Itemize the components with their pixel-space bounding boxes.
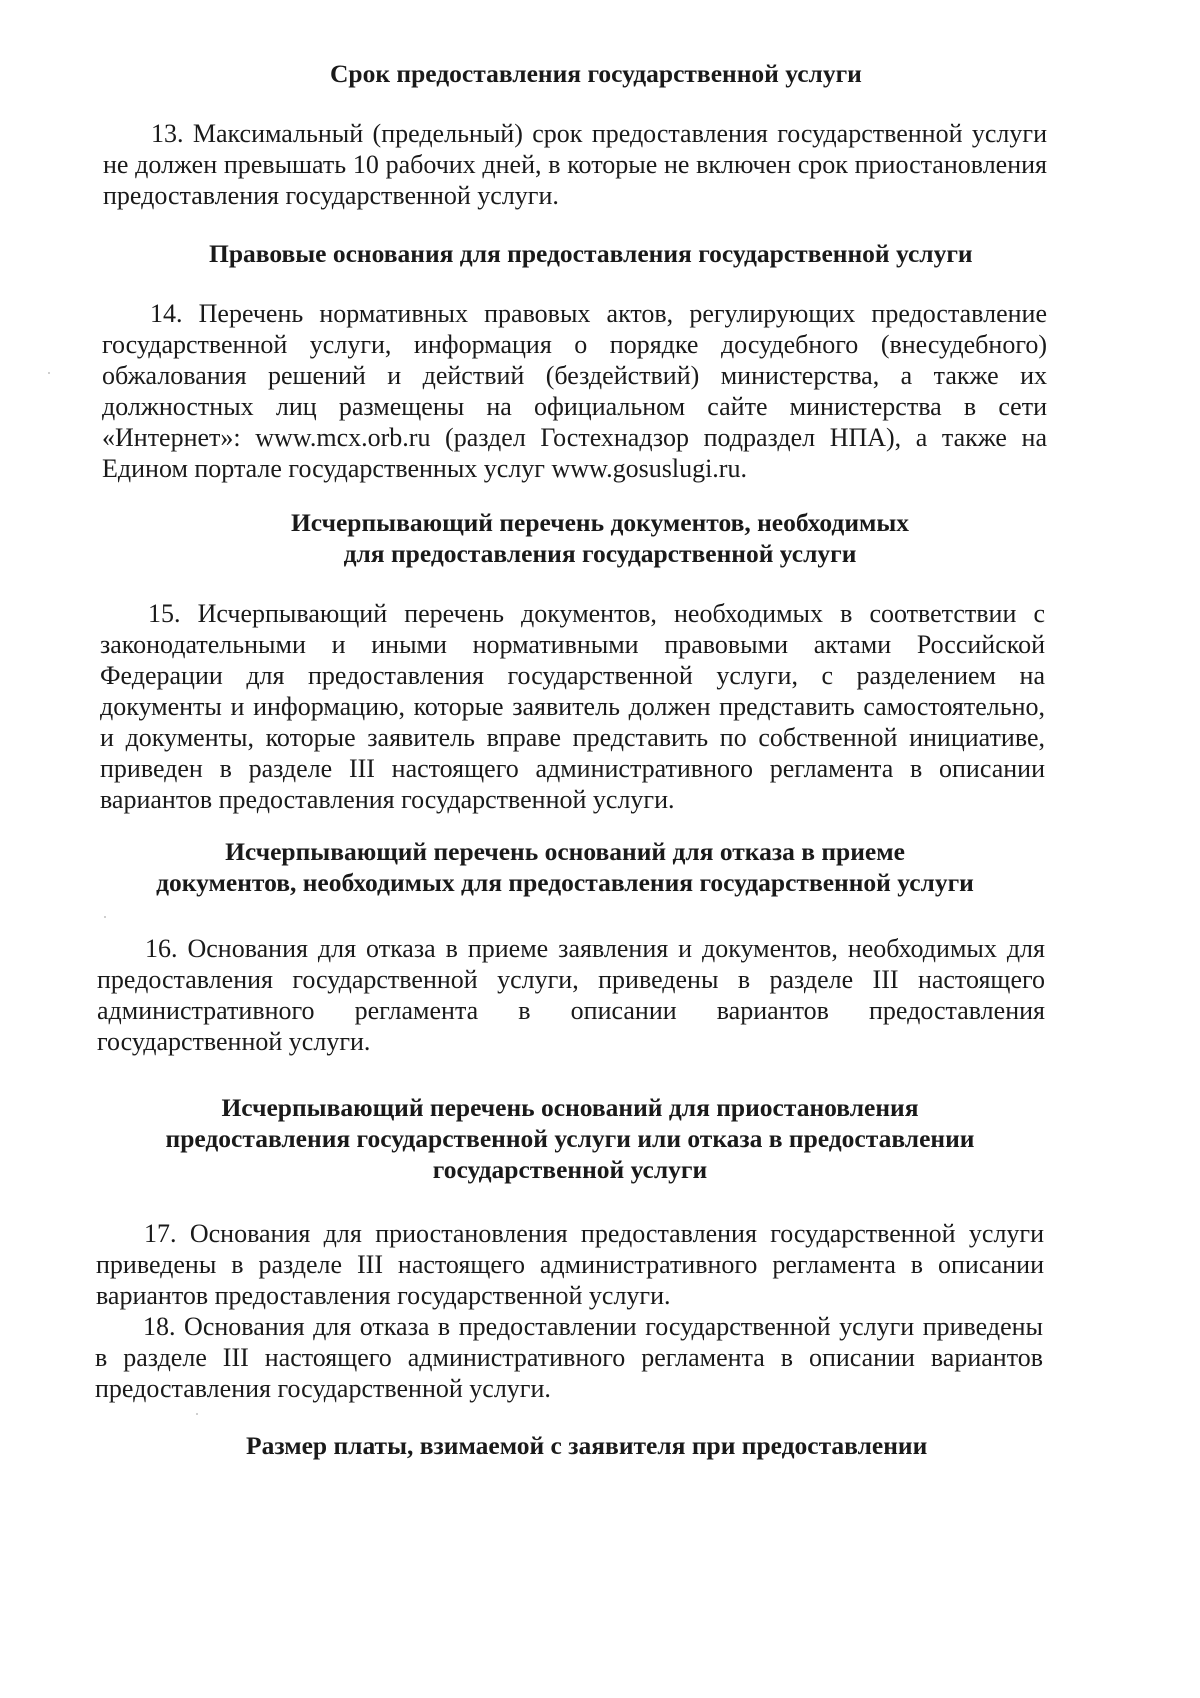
section-heading	[280, 507, 920, 569]
paragraph-line: государственной услуги.	[97, 1027, 371, 1056]
scan-speck	[196, 1413, 198, 1415]
section-heading	[209, 238, 973, 269]
paragraph-line: административного регламента в описании вариантов предоставления	[97, 996, 1045, 1025]
paragraph-line: документы и информацию, которые заявитель должен представить самостоятельно,	[100, 692, 1045, 721]
heading-line: Размер платы, взимаемой с заявителя при предоставлении	[246, 1431, 928, 1460]
paragraph-line: 18. Основания для отказа в предоставлении государственной услуги приведены	[143, 1312, 1043, 1341]
heading-line: государственной услуги	[432, 1155, 708, 1184]
paragraph-17	[96, 1218, 1044, 1311]
section-heading	[150, 1092, 990, 1185]
paragraph-line: предоставления государственной услуги.	[103, 181, 559, 210]
paragraph-15	[100, 598, 1045, 815]
paragraph-line: 17. Основания для приостановления предоставления государственной услуги	[144, 1219, 1044, 1248]
paragraph-line: Федерации для предоставления государственной услуги, с разделением на	[100, 661, 1045, 690]
paragraph-line: 16. Основания для отказа в приеме заявления и документов, необходимых для	[145, 934, 1045, 963]
paragraph-line: «Интернет»: www.mcx.orb.ru (раздел Гостехнадзор подраздел НПА), а также на	[102, 423, 1047, 452]
scan-speck	[104, 916, 106, 918]
heading-line: Исчерпывающий перечень документов, необходимых	[290, 508, 910, 537]
paragraph-18	[95, 1311, 1043, 1404]
paragraph-line: должностных лиц размещены на официальном сайте министерства в сети	[102, 392, 1047, 421]
paragraph-line: 15. Исчерпывающий перечень документов, необходимых в соответствии с	[148, 599, 1045, 628]
paragraph-line: приведен в разделе III настоящего административного регламента в описании	[100, 754, 1045, 783]
paragraph-13	[103, 118, 1047, 211]
heading-line: для предоставления государственной услуги	[343, 539, 857, 568]
scan-speck	[48, 372, 50, 374]
paragraph-line: не должен превышать 10 рабочих дней, в которые не включен срок приостановления	[103, 150, 1047, 179]
paragraph-line: вариантов предоставления государственной услуги.	[96, 1281, 671, 1310]
paragraph-line: 14. Перечень нормативных правовых актов, регулирующих предоставление	[150, 299, 1047, 328]
paragraph-line: 13. Максимальный (предельный) срок предоставления государственной услуги	[151, 119, 1047, 148]
paragraph-line: в разделе III настоящего административного регламента в описании вариантов	[95, 1343, 1043, 1372]
paragraph-16	[97, 933, 1045, 1057]
heading-line: Исчерпывающий перечень оснований для приостановления	[221, 1093, 919, 1122]
section-heading	[140, 836, 990, 898]
paragraph-line: предоставления государственной услуги.	[95, 1374, 551, 1403]
paragraph-line: вариантов предоставления государственной услуги.	[100, 785, 675, 814]
paragraph-line: предоставления государственной услуги, приведены в разделе III настоящего	[97, 965, 1045, 994]
heading-line: Правовые основания для предоставления государственной услуги	[209, 239, 973, 268]
section-heading	[246, 1430, 927, 1461]
paragraph-line: приведены в разделе III настоящего административного регламента в описании	[96, 1250, 1044, 1279]
heading-line: предоставления государственной услуги или отказа в предоставлении	[165, 1124, 975, 1153]
heading-line: документов, необходимых для предоставления государственной услуги	[156, 868, 974, 897]
paragraph-line: и документы, которые заявитель вправе представить по собственной инициативе,	[100, 723, 1045, 752]
paragraph-line: законодательными и иными нормативными правовыми актами Российской	[100, 630, 1045, 659]
paragraph-line: Едином портале государственных услуг www.gosuslugi.ru.	[102, 454, 747, 483]
heading-line: Срок предоставления государственной услуги	[330, 59, 862, 88]
heading-line: Исчерпывающий перечень оснований для отказа в приеме	[225, 837, 905, 866]
section-heading	[330, 58, 862, 89]
paragraph-line: государственной услуги, информация о порядке досудебного (внесудебного)	[102, 330, 1047, 359]
paragraph-line: обжалования решений и действий (бездействий) министерства, а также их	[102, 361, 1047, 390]
paragraph-14	[102, 298, 1047, 484]
